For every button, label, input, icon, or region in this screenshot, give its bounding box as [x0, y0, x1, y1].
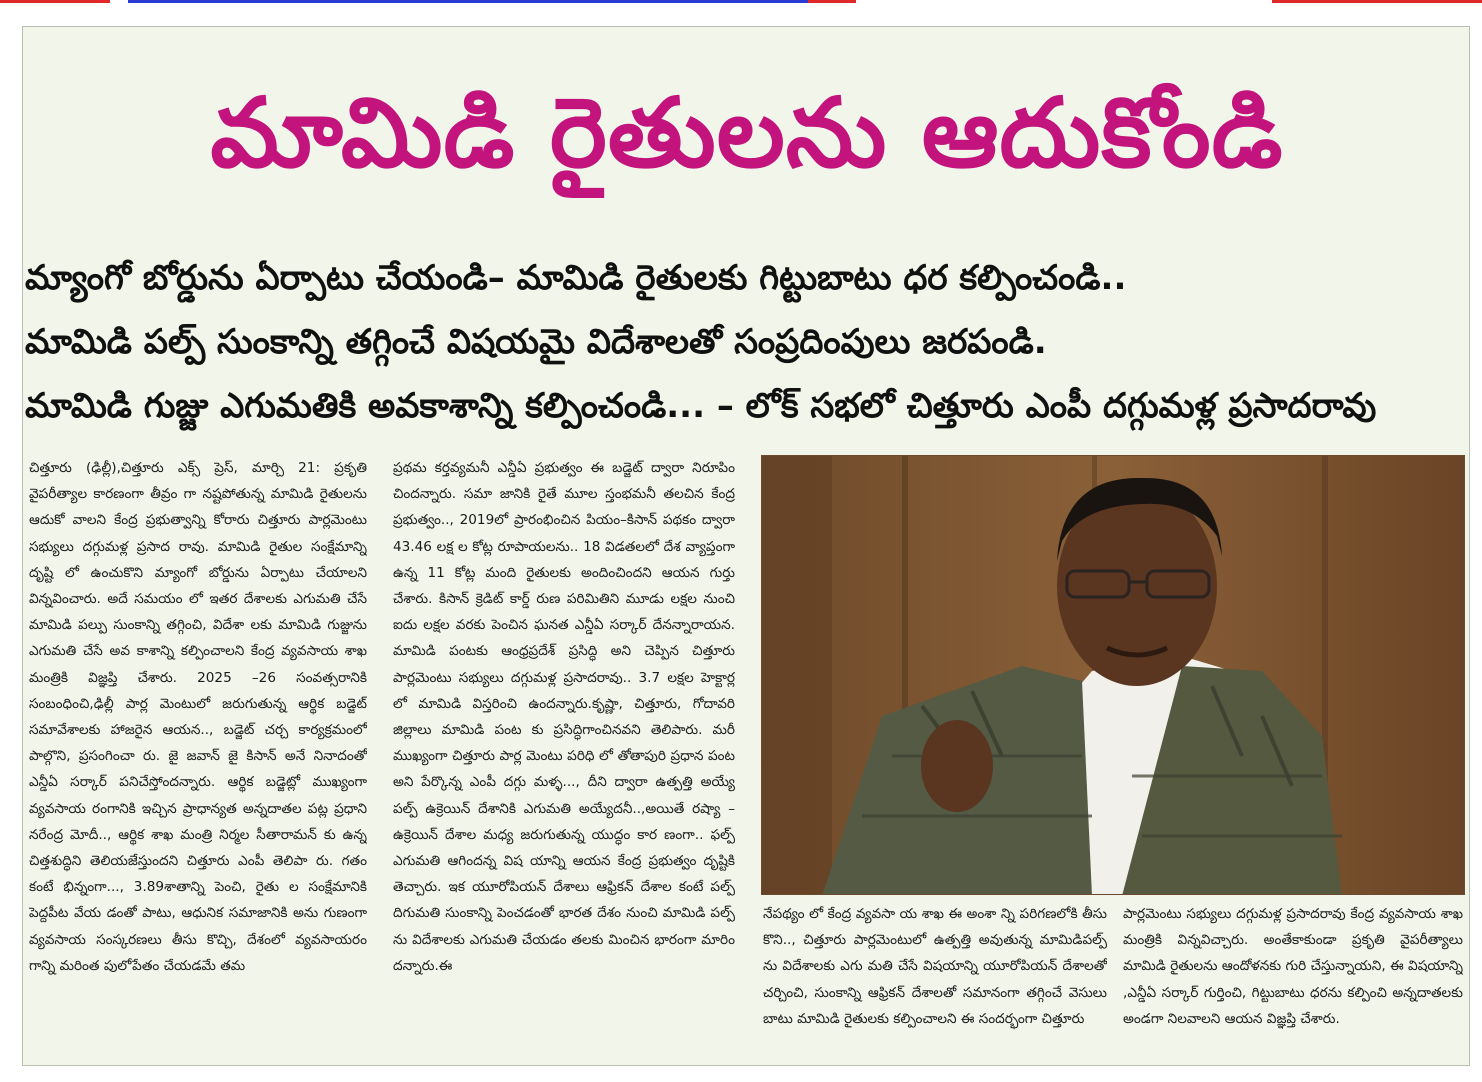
newspaper-page	[22, 26, 1470, 1066]
headline: మామిడి రైతులను ఆదుకోండి	[210, 77, 1284, 189]
article-column-3: నేపథ్యం లో కేంద్ర వ్యవసా య శాఖ ఈ అంశా న్ని పరిగణలోకి తీసు కొని.., చిత్తూరు పార్లమెంటులో ఉత్పత్తి అవుతున్న మామిడిపల్ప్ ను విదేశాలకు ఎగు మతి చేసే విషయాన్ని యూరోపియన్ దేశాలతో చర్చించి, సుంకాన్ని ఆఫ్రికన్ దేశాలతో సమానంగా తగ్గించే వెసులు బాటు మామిడి రైతులకు కల్పించాలని ఈ సందర్భంగా చిత్తూరు	[763, 906, 1107, 1027]
article-column-4: పార్లమెంటు సభ్యులు దగ్గుమళ్ల ప్రసాదరావు కేంద్ర వ్యవసాయ శాఖ మంత్రికి విన్నవిచ్చారు. అంతేకాకుండా ప్రకృతి వైపరీత్యాలు మామిడి రైతులను ఆందోళనకు గురి చేస్తున్నాయని, ఈ విషయాన్ని ,ఎన్డీఏ సర్కార్ గుర్తించి, గిట్టుబాటు ధరను కల్పించి అన్నదాతలకు అండగా నిలవాలని ఆయన విజ్ఞప్తి చేశారు.	[1123, 906, 1463, 1027]
top-color-strip	[0, 0, 1482, 8]
article-column-2: ప్రథమ కర్తవ్యమనీ ఎన్డీఏ ప్రభుత్వం ఈ బడ్జెట్ ద్వారా నిరూపిం చిందన్నారు. సమా జానికి రైతే మూల స్తంభమనీ తలచిన కేంద్ర ప్రభుత్వం.., 2019లో ప్రారంభించిన పియం–కిసాన్ పథకం ద్వారా 43.46 లక్ష ల కోట్ల రూపాయలను.. 18 విడతలలో దేశ వ్యాప్తంగా ఉన్న 11 కోట్ల మంది రైతులకు అందించిందని ఆయన గుర్తు చేశారు. కిసాన్ క్రెడిట్ కార్డ్ రుణ పరిమితిని మూడు లక్షల నుంచి ఐదు లక్షల వరకు పెంచిన ఘనత ఎన్డీఏ సర్కార్ దేనన్నారాయన. మామిడి పంటకు ఆంధ్రప్రదేశ్ ప్రసిద్ధి అని చెప్పిన చిత్తూరు పార్లమెంటు సభ్యులు దగ్గుమళ్ల ప్రసాదరావు.. 3.7 లక్షల హెక్టార్ల లో మామిడి విస్తరించి ఉందన్నారు.కృష్ణా, చిత్తూరు, గోదావరి జిల్లాలు మామిడి పంట కు ప్రసిద్ధిగాంచినవని తెలిపారు. మరీ ముఖ్యంగా చిత్తూరు పార్ల మెంటు పరిధి లో తోతాపురి ప్రధాన పంట అని పేర్కొన్న ఎంపీ దగ్గు మళ్ళ..., దీని ద్వారా ఉత్పత్తి అయ్యే పల్ప్ ఉక్రెయిన్ దేశానికి ఎగుమతి అయ్యేదనీ..,అయితే రష్యా – ఉక్రెయిన్ దేశాల మధ్య జరుగుతున్న యుద్ధం కార ణంగా.. ఫల్ప్ ఎగుమతి ఆగిందన్న విష యాన్ని ఆయన కేంద్ర ప్రభుత్వం దృష్టికి తెచ్చారు. ఇక యూరోపియన్ దేశాలు ఆఫ్రికన్ దేశాల కంటే పల్ప్ దిగుమతి సుంకాన్ని పెంచడంతో భారత దేశం నుంచి మామిడి పల్ప్ ను విదేశాలకు ఎగుమతి చేయడం తలకు మించిన భారంగా మారిం దన్నారు.ఈ	[393, 460, 735, 974]
subheadline-2: మామిడి పల్ప్ సుంకాన్ని తగ్గించే విషయమై విదేశాలతో సంప్రదింపులు జరపండి.	[25, 322, 1047, 362]
photo-mp-speaking	[761, 455, 1465, 895]
subheadline-3: మామిడి గుజ్జు ఎగుమతికి అవకాశాన్ని కల్పించండి... – లోక్ సభలో చిత్తూరు ఎంపీ దగ్గుమళ్ల ప్రసాదరావు	[25, 386, 1377, 426]
article-column-1: చిత్తూరు (ఢిల్లీ),చిత్తూరు ఎక్స్ ప్రెస్, మార్చి 21: ప్రకృతి వైపరీత్యాల కారణంగా తీవ్రం గా నష్టపోతున్న మామిడి రైతులను ఆదుకో వాలని కేంద్ర ప్రభుత్వాన్ని కోరారు చిత్తూరు పార్లమెంటు సభ్యులు దగ్గుమళ్ల ప్రసాద రావు. మామిడి రైతుల సంక్షేమాన్ని దృష్టి లో ఉంచుకొని మ్యాంగో బోర్డును ఏర్పాటు చేయాలని విన్నవించారు. అదే సమయం లో ఇతర దేశాలకు ఎగుమతి చేసే మామిడి పల్పు సుంకాన్ని తగ్గించి, విదేశా లకు మామిడి గుజ్జును ఎగుమతి చేసే అవ కాశాన్ని కల్పించాలని కేంద్ర వ్యవసాయ శాఖ మంత్రికి విజ్ఞప్తి చేశారు. 2025 –26 సంవత్సరానికి సంబంధించి,ఢిల్లీ పార్ల మెంటులో జరుగుతున్న ఆర్థిక బడ్జెట్ సమావేశాలకు హాజరైన ఆయన.., బడ్జెట్ చర్చ కార్యక్రమంలో పాల్గొని, ప్రసంగించా రు. జై జవాన్ జై కిసాన్ అనే నినాదంతో ఎన్డీఏ సర్కార్ పనిచేస్తోందన్నారు. ఆర్థిక బడ్జెట్లో ముఖ్యంగా వ్యవసాయ రంగానికి ఇచ్చిన ప్రాధాన్యత అన్నదాతల పట్ల ప్రధాని నరేంద్ర మోదీ.., ఆర్థిక శాఖ మంత్రి నిర్మల సీతారామన్ కు ఉన్న చిత్తశుద్ధిని తెలియజేస్తుందని చిత్తూరు ఎంపీ తెలిపా రు. గతం కంటే భిన్నంగా..., 3.89శాతాన్ని పెంచి, రైతు ల సంక్షేమానికి పెద్దపీట వేయ డంతో పాటు, ఆధునిక సమాజానికి అను గుణంగా వ్యవసాయ సంస్కరణలు తీసు కొచ్చి, దేశంలో వ్యవసాయరం గాన్ని మరింత పులోపేతం చేయడమే తమ	[29, 460, 367, 974]
subheadline-1: మ్యాంగో బోర్డును ఏర్పాటు చేయండి– మామిడి రైతులకు గిట్టుబాటు ధర కల్పించండి..	[25, 258, 1127, 298]
